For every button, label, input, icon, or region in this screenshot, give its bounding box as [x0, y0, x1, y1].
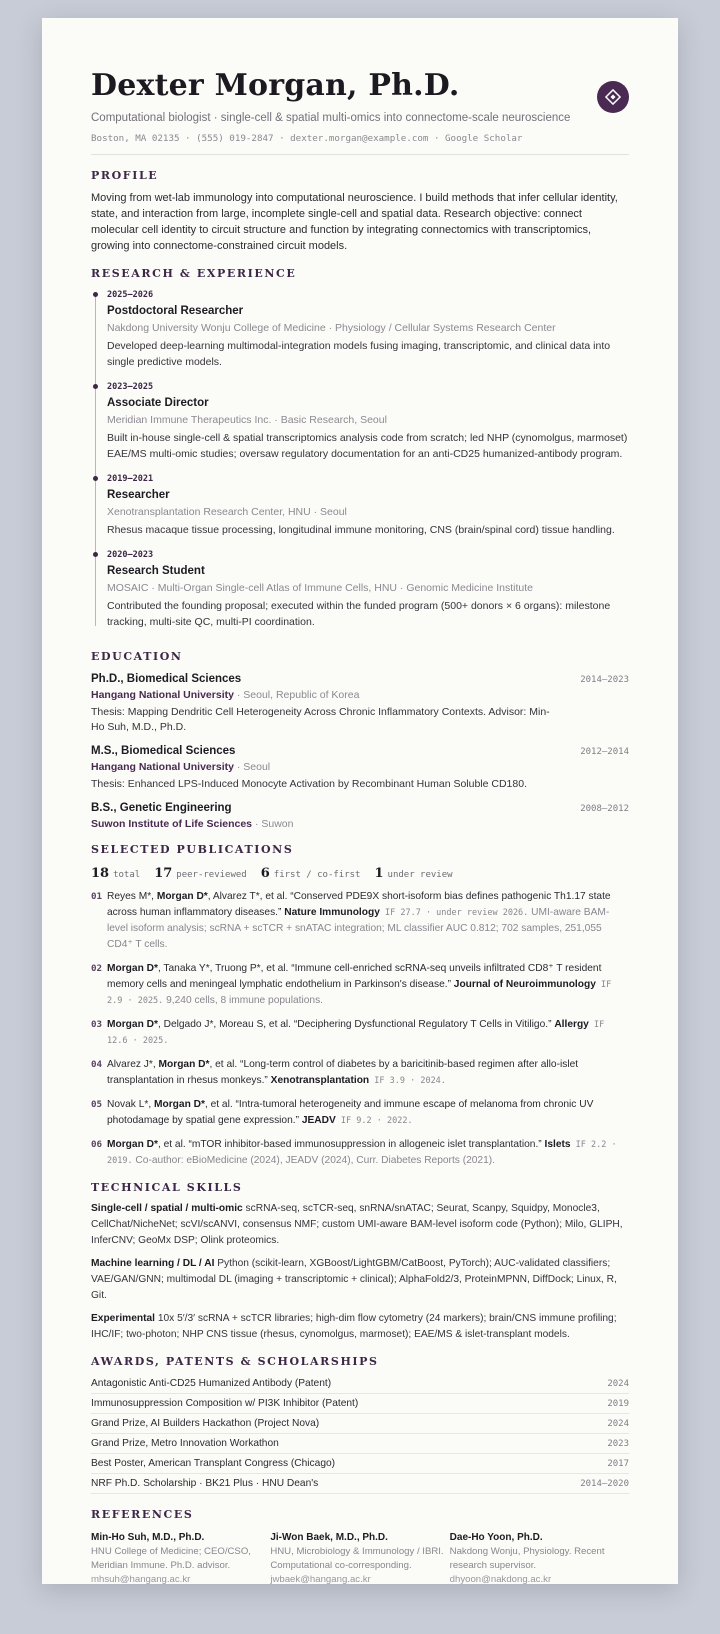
- header-divider: [91, 154, 629, 155]
- profile-text: Moving from wet-lab immunology into computational neuroscience. I build methods that infer cellular identity, state, and interaction from large, incomplete single-cell and spatial data. Research objective: connect molecular cell identity to circuit structure and function by integrating connectomics with transcriptomics, growing into connectome-constrained circuit models.: [91, 192, 618, 252]
- pub-journal: Nature Immunology: [284, 907, 380, 918]
- pub-journal: Xenotransplantation: [270, 1075, 370, 1086]
- degree: Ph.D., Biomedical Sciences: [91, 673, 242, 685]
- experience-item: [107, 382, 629, 462]
- reference-name: Dae-Ho Yoon, Ph.D.: [449, 1532, 543, 1543]
- job-desc: Developed deep-learning multimodal-integration models fusing imaging, transcriptomic, and clinical data into single predictive models.: [107, 340, 611, 368]
- pub-meta: IF 12.6 · 2025.: [107, 1020, 605, 1046]
- reference-card: [270, 1531, 449, 1587]
- thesis: Thesis: Enhanced LPS-Induced Monocyte Activation by Recombinant Human Soluble CD180.: [91, 778, 527, 790]
- school-name: Hangang National University: [91, 689, 234, 701]
- stat-review-count: 1: [374, 866, 384, 881]
- reference-email[interactable]: jwbaek@hangang.ac.kr: [270, 1574, 371, 1585]
- award-name: Grand Prize, AI Builders Hackathon (Project Nova): [91, 1418, 320, 1429]
- stat-total-count: 18: [91, 866, 110, 881]
- pub-note: 9,240 cells, 8 immune populations.: [163, 995, 323, 1006]
- award-name: NRF Ph.D. Scholarship · BK21 Plus · HNU Dean's: [91, 1478, 319, 1489]
- stat-peer-label: peer-reviewed: [176, 870, 247, 880]
- reference-info: HNU College of Medicine; CEO/CSO, Meridian Immune. Ph.D. advisor.: [91, 1546, 251, 1571]
- pub-journal: JEADV: [301, 1115, 336, 1126]
- degree: M.S., Biomedical Sciences: [91, 745, 236, 757]
- pub-self-author: Morgan D*: [156, 891, 208, 902]
- pub-meta: IF 27.7 · under review 2026.: [379, 908, 529, 918]
- degree: B.S., Genetic Engineering: [91, 802, 232, 814]
- school-location: · Seoul, Republic of Korea: [233, 689, 360, 701]
- stat-peer-count: 17: [154, 866, 173, 881]
- school-name: Hangang National University: [91, 761, 234, 773]
- reference-name: Min-Ho Suh, M.D., Ph.D.: [91, 1532, 205, 1543]
- skill-group: [91, 1256, 629, 1304]
- pub-self-author: Morgan D*: [107, 963, 158, 974]
- pub-number: 03: [91, 1019, 103, 1030]
- contact-line: Boston, MA 02135 · (555) 019-2847 · dexter.morgan@example.com · Google Scholar: [91, 133, 523, 144]
- pub-number: 02: [91, 963, 103, 974]
- experience-item: [107, 474, 629, 538]
- resume-page: [42, 18, 678, 1584]
- award-year: 2019: [607, 1398, 629, 1409]
- job-desc: Built in-house single-cell & spatial transcriptomics analysis code from scratch; led NHP (cynomolgus, marmoset) EAE/MS multi-omic studies; oversaw regulatory documentation for an anti-CD25 humanized-antibody program.: [107, 432, 628, 460]
- reference-info: HNU, Microbiology & Immunology / IBRI. Computational co-corresponding.: [270, 1546, 444, 1571]
- award-row: [91, 1414, 629, 1434]
- reference-email[interactable]: dhyoon@nakdong.ac.kr: [449, 1574, 552, 1585]
- pub-self-author: Morgan D*: [107, 1139, 158, 1150]
- publication-stats: [91, 866, 629, 881]
- skill-text: Python (scikit-learn, XGBoost/LightGBM/CatBoost, PyTorch); AUC-validated classifiers; VAE/GAN/GNN; multimodal DL (imaging + transcriptomic + clinical); AlphaFold2/3, ProteinMPNN, DiffDock; Linux, R, Git.: [91, 1258, 617, 1301]
- stat-first-count: 6: [260, 866, 270, 881]
- award-name: Best Poster, American Transplant Congress (Chicago): [91, 1458, 336, 1469]
- section-title-references: REFERENCES: [91, 1508, 194, 1521]
- education-item: [91, 745, 629, 792]
- pub-self-author: Morgan D*: [158, 1059, 210, 1070]
- award-row: [91, 1454, 629, 1474]
- publication-item: 02 Morgan D*, Tanaka Y*, Truong P*, et al. “Immune cell-enriched scRNA-seq unveils infiltrated CD8⁺ T resident memory cells and meningeal lymphatic endothelium in Parkinson's disease.” Journal of Neuroimmunology IF 2.9 · 2025. 9,240 cells, 8 immune populations.: [91, 961, 629, 1009]
- pub-meta: IF 3.9 · 2024.: [369, 1076, 446, 1086]
- stat-total-label: total: [113, 870, 141, 880]
- skill-group: [91, 1201, 629, 1249]
- pub-journal: Allergy: [554, 1019, 589, 1030]
- pub-number: 04: [91, 1059, 103, 1070]
- degree-years: 2012–2014: [580, 747, 629, 757]
- job-years: 2025–2026: [107, 290, 154, 300]
- publication-item: 06 Morgan D*, et al. “mTOR inhibitor-based immunosuppression in allogeneic islet transplantation.” Islets IF 2.2 · 2019. Co-author: eBioMedicine (2024), JEADV (2024), Curr. Diabetes Reports (2021).: [91, 1137, 629, 1169]
- pub-note: Co-author: eBioMedicine (2024), JEADV (2024), Curr. Diabetes Reports (2021).: [132, 1155, 495, 1166]
- job-org: Nakdong University Wonju College of Medicine · Physiology / Cellular Systems Research Center: [107, 322, 556, 334]
- section-title-skills: TECHNICAL SKILLS: [91, 1181, 243, 1194]
- education-item: [91, 802, 629, 831]
- award-year: 2024: [607, 1418, 629, 1429]
- skill-label: Experimental: [91, 1313, 155, 1324]
- award-name: Immunosuppression Composition w/ PI3K Inhibitor (Patent): [91, 1398, 359, 1409]
- diamond-logo-icon: [597, 81, 629, 113]
- reference-name: Ji-Won Baek, M.D., Ph.D.: [270, 1532, 388, 1543]
- degree-years: 2014–2023: [580, 675, 629, 685]
- reference-email[interactable]: mhsuh@hangang.ac.kr: [91, 1574, 191, 1585]
- job-title: Researcher: [107, 489, 170, 501]
- school-location: · Suwon: [252, 818, 294, 830]
- stat-first-label: first / co-first: [273, 870, 361, 880]
- job-years: 2019–2021: [107, 474, 154, 484]
- award-row: [91, 1474, 629, 1494]
- award-year: 2014–2020: [580, 1478, 629, 1489]
- skill-group: [91, 1311, 629, 1343]
- award-year: 2017: [607, 1458, 629, 1469]
- publication-item: 04 Alvarez J*, Morgan D*, et al. “Long-term control of diabetes by a baricitinib-based regimen after allo-islet transplantation in rhesus monkeys.” Xenotransplantation IF 3.9 · 2024.: [91, 1057, 629, 1089]
- pub-number: 01: [91, 891, 103, 902]
- job-org: MOSAIC · Multi-Organ Single-cell Atlas of Immune Cells, HNU · Genomic Medicine Institute: [107, 582, 533, 594]
- pub-journal: Islets: [544, 1139, 571, 1150]
- job-desc: Contributed the founding proposal; executed within the funded program (500+ donors × 6 organs): milestone tracking, multi-site QC, multi-PI coordination.: [107, 600, 611, 628]
- pub-self-author: Morgan D*: [107, 1019, 158, 1030]
- candidate-name: Dexter Morgan, Ph.D.: [91, 68, 460, 103]
- degree-years: 2008–2012: [580, 804, 629, 814]
- reference-card: [450, 1531, 629, 1587]
- job-org: Meridian Immune Therapeutics Inc. · Basic Research, Seoul: [107, 414, 387, 426]
- experience-item: [107, 550, 629, 630]
- publication-item: 01 Reyes M*, Morgan D*, Alvarez T*, et al. “Conserved PDE9X short-isoform bias defines pathogenic Th1.17 state across human inflammatory diseases.” Nature Immunology IF 27.7 · under review 2026. UMI-aware BAM-level isoform analysis; scRNA + scTCR + snATAC integration; ML classifier AUC 0.812; 702 samples, 251,055 CD4⁺ T cells.: [91, 889, 629, 953]
- award-row: [91, 1374, 629, 1394]
- job-org: Xenotransplantation Research Center, HNU · Seoul: [107, 506, 347, 518]
- pub-number: 05: [91, 1099, 103, 1110]
- pub-note: UMI-aware BAM-level isoform analysis; scRNA + scTCR + snATAC integration; ML classifier AUC 0.812; 702 samples, 251,055 CD4⁺ T cells.: [107, 907, 610, 950]
- award-year: 2024: [607, 1378, 629, 1389]
- publication-item: 03 Morgan D*, Delgado J*, Moreau S, et al. “Deciphering Dysfunctional Regulatory T Cells in Vitiligo.” Allergy IF 12.6 · 2025.: [91, 1017, 629, 1049]
- pub-self-author: Morgan D*: [154, 1099, 205, 1110]
- skill-label: Single-cell / spatial / multi-omic: [91, 1203, 243, 1214]
- tagline: Computational biologist · single-cell & spatial multi-omics into connectome-scale neuroscience: [91, 112, 571, 124]
- skill-label: Machine learning / DL / AI: [91, 1258, 215, 1269]
- job-title: Postdoctoral Researcher: [107, 305, 244, 317]
- reference-card: [91, 1531, 270, 1587]
- job-years: 2020–2023: [107, 550, 154, 560]
- job-title: Associate Director: [107, 397, 209, 409]
- award-year: 2023: [607, 1438, 629, 1449]
- school-location: · Seoul: [233, 761, 271, 773]
- section-title-education: EDUCATION: [91, 650, 183, 663]
- thesis: Thesis: Mapping Dendritic Cell Heterogeneity Across Chronic Inflammatory Contexts. Advisor: Min-Ho Suh, M.D., Ph.D.: [91, 706, 550, 733]
- timeline-dot: [93, 292, 98, 297]
- award-name: Grand Prize, Metro Innovation Workathon: [91, 1438, 279, 1449]
- award-row: [91, 1394, 629, 1414]
- pub-meta: IF 2.9 · 2025.: [107, 980, 612, 1006]
- award-name: Antagonistic Anti-CD25 Humanized Antibody (Patent): [91, 1378, 332, 1389]
- school-name: Suwon Institute of Life Sciences: [91, 818, 253, 830]
- section-title-experience: RESEARCH & EXPERIENCE: [91, 267, 297, 280]
- references-list: [91, 1531, 629, 1587]
- section-title-profile: PROFILE: [91, 169, 159, 182]
- pub-meta: IF 2.2 · 2019.: [107, 1140, 617, 1166]
- skill-text: scRNA-seq, scTCR-seq, snRNA/snATAC; Seurat, Scanpy, Squidpy, Monocle3, CellChat/NicheNet; scVI/scANVI, consensus NMF; custom UMI-aware BAM-level isoform code (Python); Milo, GLIPH, InferCNV; GeoMx DSP; Olink proteomics.: [91, 1203, 623, 1246]
- timeline-dot: [93, 552, 98, 557]
- job-years: 2023–2025: [107, 382, 154, 392]
- pub-meta: IF 9.2 · 2022.: [335, 1116, 413, 1126]
- pub-journal: Journal of Neuroimmunology: [453, 979, 596, 990]
- section-title-awards: AWARDS, PATENTS & SCHOLARSHIPS: [91, 1355, 379, 1368]
- stat-review-label: under review: [387, 870, 453, 880]
- section-title-publications: SELECTED PUBLICATIONS: [91, 843, 294, 856]
- pub-number: 06: [91, 1139, 103, 1150]
- skill-text: 10x 5′/3′ scRNA + scTCR libraries; high-dim flow cytometry (24 markers); brain/CNS immune profiling; IHC/IF; two-photon; NHP CNS tissue (rhesus, cynomolgus, marmoset); EAE/MS & islet-transplant models.: [91, 1313, 617, 1340]
- timeline-line: [95, 294, 96, 626]
- education-item: [91, 673, 629, 735]
- experience-timeline: [95, 290, 629, 630]
- job-title: Research Student: [107, 565, 205, 577]
- job-desc: Rhesus macaque tissue processing, longitudinal immune monitoring, CNS (brain/spinal cord) tissue handling.: [107, 524, 615, 536]
- publication-item: 05 Novak L*, Morgan D*, et al. “Intra-tumoral heterogeneity and immune escape of melanoma from chronic UV photodamage by spatial gene expression.” JEADV IF 9.2 · 2022.: [91, 1097, 629, 1129]
- experience-item: [107, 290, 629, 370]
- reference-info: Nakdong Wonju, Physiology. Recent research supervisor.: [449, 1546, 605, 1571]
- timeline-dot: [93, 476, 98, 481]
- timeline-dot: [93, 384, 98, 389]
- award-row: [91, 1434, 629, 1454]
